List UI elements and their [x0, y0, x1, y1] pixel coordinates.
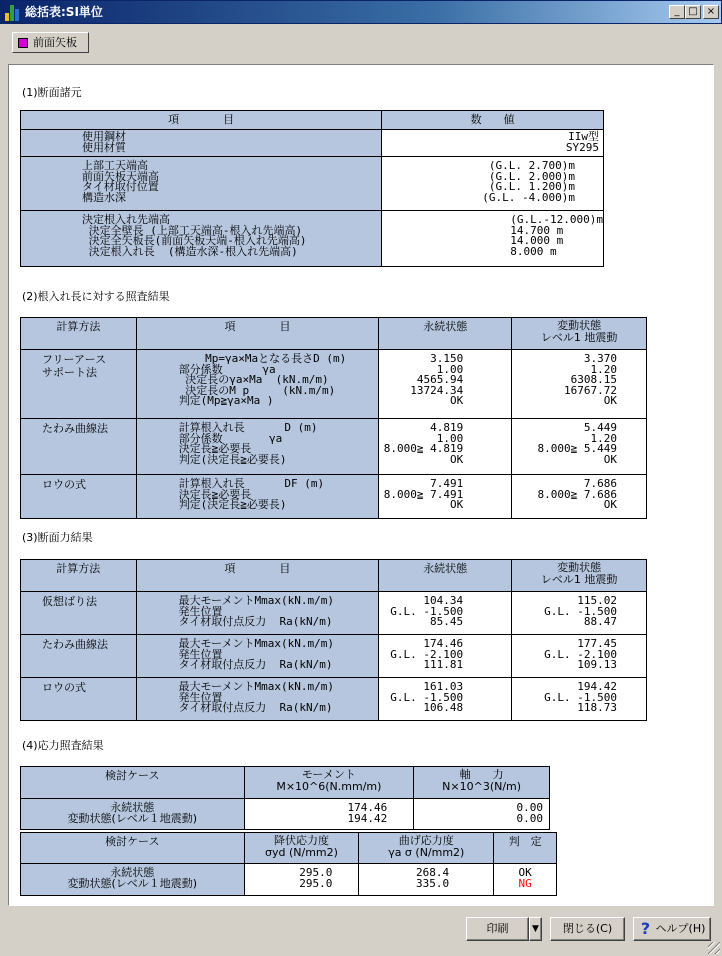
header-value: 数 値 — [382, 111, 604, 130]
header-method: 計算方法 — [21, 560, 137, 592]
header-case: 検討ケース — [21, 833, 245, 864]
header-item: 項 目 — [136, 560, 379, 592]
help-label: ヘルプ(H) — [655, 922, 706, 935]
header-item: 項 目 — [21, 111, 382, 130]
header-case: 検討ケース — [21, 767, 245, 799]
bending-values: 268.4 335.0 — [416, 866, 450, 890]
case-labels: 永続状態 変動状態(レベル１地震動) — [67, 801, 198, 825]
header-bending: 曲げ応力度 γa σ (N/mm2) — [388, 834, 465, 859]
close-button[interactable]: 閉じる(C) — [550, 917, 625, 941]
section2-heading: (2)根入れ長に対する照査結果 — [22, 290, 170, 303]
deflection-items: 最大モーメントMmax(kN.m/m) 発生位置 タイ材取付点反力 Ra(kN/m) — [178, 637, 334, 671]
section2-table — [20, 317, 647, 519]
header-permanent: 永続状態 — [379, 318, 512, 350]
section1-table — [20, 110, 604, 267]
free-earth-items: Mp=γa×Maとなる長さD (m) 部分係数 γa 決定長のγa×Ma (kN.m/m) 決定長のM p (kN.m/m) 判定(Mp≧γa×Ma ) — [178, 352, 347, 407]
color-swatch-icon — [18, 38, 28, 48]
close-window-button[interactable]: × — [703, 5, 719, 19]
stress-table-a — [20, 766, 550, 830]
minimize-button[interactable]: _ — [669, 5, 685, 19]
section1-heading: (1)断面諸元 — [22, 86, 82, 99]
header-moment: モーメント M×10^6(N.mm/m) — [276, 768, 382, 793]
free-earth-variable: 3.370 1.20 6308.15 16767.72 OK — [564, 352, 617, 407]
method-virtual-beam: 仮想ばり法 — [42, 595, 97, 608]
elevation-values: (G.L. 2.700)m (G.L. 2.000)m (G.L. 1.200)m (G.L. -4.000)m — [482, 159, 575, 204]
deflection-variable: 5.449 1.20 8.000≧ 5.449 OK — [537, 421, 617, 466]
help-button[interactable] — [633, 917, 711, 941]
method-rowe: ロウの式 — [42, 478, 86, 491]
section3-heading: (3)断面力結果 — [22, 531, 93, 544]
resize-grip[interactable] — [708, 942, 720, 954]
deflection-permanent: 4.819 1.00 8.000≧ 4.819 OK — [383, 421, 464, 466]
judgement-permanent: OK — [518, 866, 532, 879]
header-axial: 軸 力 N×10^3(N/m) — [442, 768, 522, 793]
report-panel[interactable] — [8, 64, 714, 906]
method-deflection: たわみ曲線法 — [42, 638, 108, 651]
rowe-items: 計算根入れ長 DF (m) 決定長≧必要長 判定(決定長≧必要長) — [178, 477, 325, 511]
window-title: 総括表:SI単位 — [25, 5, 103, 19]
axial-values: 0.00 0.00 — [516, 801, 543, 825]
deflection-variable: 177.45 G.L. -2.100 109.13 — [544, 637, 617, 671]
rowe-permanent: 161.03 G.L. -1.500 106.48 — [390, 680, 464, 714]
header-variable: 変動状態 レベル1 地震動 — [540, 561, 618, 586]
method-free-earth: フリーアース サポート法 — [42, 353, 107, 379]
steel-material-value: IIw型 SY295 — [565, 130, 599, 154]
moment-values: 174.46 194.42 — [347, 801, 388, 825]
stress-table-b — [20, 832, 557, 896]
maximize-button[interactable]: □ — [685, 5, 701, 19]
title-bar — [0, 0, 722, 24]
judgement-variable: NG — [518, 876, 532, 890]
rowe-variable: 7.686 8.000≧ 7.686 OK — [537, 477, 617, 511]
elevation-labels: 上部工天端高 前面矢板天端高 タイ材取付位置 構造水深 — [82, 159, 159, 204]
print-dropdown-button[interactable] — [529, 917, 542, 941]
method-rowe: ロウの式 — [42, 681, 86, 694]
yield-values: 295.0 295.0 — [299, 866, 333, 890]
rowe-items: 最大モーメントMmax(kN.m/m) 発生位置 タイ材取付点反力 Ra(kN/m) — [178, 680, 334, 714]
header-yield: 降伏応力度 σyd (N/mm2) — [265, 834, 338, 859]
print-button[interactable]: 印刷 — [466, 917, 529, 941]
header-judgement: 判 定 — [494, 833, 557, 864]
header-permanent: 永続状態 — [379, 560, 512, 592]
app-icon — [5, 5, 21, 21]
deflection-items: 計算根入れ長 D (m) 部分係数 γa 決定長≧必要長 判定(決定長≧必要長) — [178, 421, 318, 466]
method-deflection: たわみ曲線法 — [42, 422, 108, 435]
section4-heading: (4)応力照査結果 — [22, 739, 104, 752]
virtual-beam-items: 最大モーメントMmax(kN.m/m) 発生位置 タイ材取付点反力 Ra(kN/m) — [178, 594, 334, 628]
header-variable: 変動状態 レベル1 地震動 — [540, 319, 618, 344]
help-icon: ? — [640, 919, 651, 938]
deflection-permanent: 174.46 G.L. -2.100 111.81 — [390, 637, 464, 671]
virtual-beam-permanent: 104.34 G.L. -1.500 85.45 — [390, 594, 464, 628]
header-item: 項 目 — [136, 318, 379, 350]
header-method: 計算方法 — [21, 318, 137, 350]
section3-table — [20, 559, 647, 721]
virtual-beam-variable: 115.02 G.L. -1.500 88.47 — [544, 594, 617, 628]
rowe-permanent: 7.491 8.000≧ 7.491 OK — [383, 477, 464, 511]
embedment-values: (G.L.-12.000)m 14.700 m 14.000 m 8.000 m — [510, 213, 603, 258]
tab-front-sheet-pile[interactable] — [12, 32, 89, 53]
rowe-variable: 194.42 G.L. -1.500 118.73 — [544, 680, 617, 714]
case-labels: 永続状態 変動状態(レベル１地震動) — [67, 866, 198, 890]
dropdown-arrow-icon: ▼ — [532, 924, 539, 934]
embedment-labels: 決定根入れ先端高 決定全壁長 (上部工天端高-根入れ先端高) 決定全矢板長(前面矢板天端-根入れ先端高) 決定根入れ長 (構造水深-根入れ先端高) — [82, 213, 307, 258]
tab-label: 前面矢板 — [33, 36, 77, 49]
steel-material-label: 使用鋼材 使用材質 — [82, 130, 126, 154]
free-earth-permanent: 3.150 1.00 4565.94 13724.34 OK — [410, 352, 464, 407]
